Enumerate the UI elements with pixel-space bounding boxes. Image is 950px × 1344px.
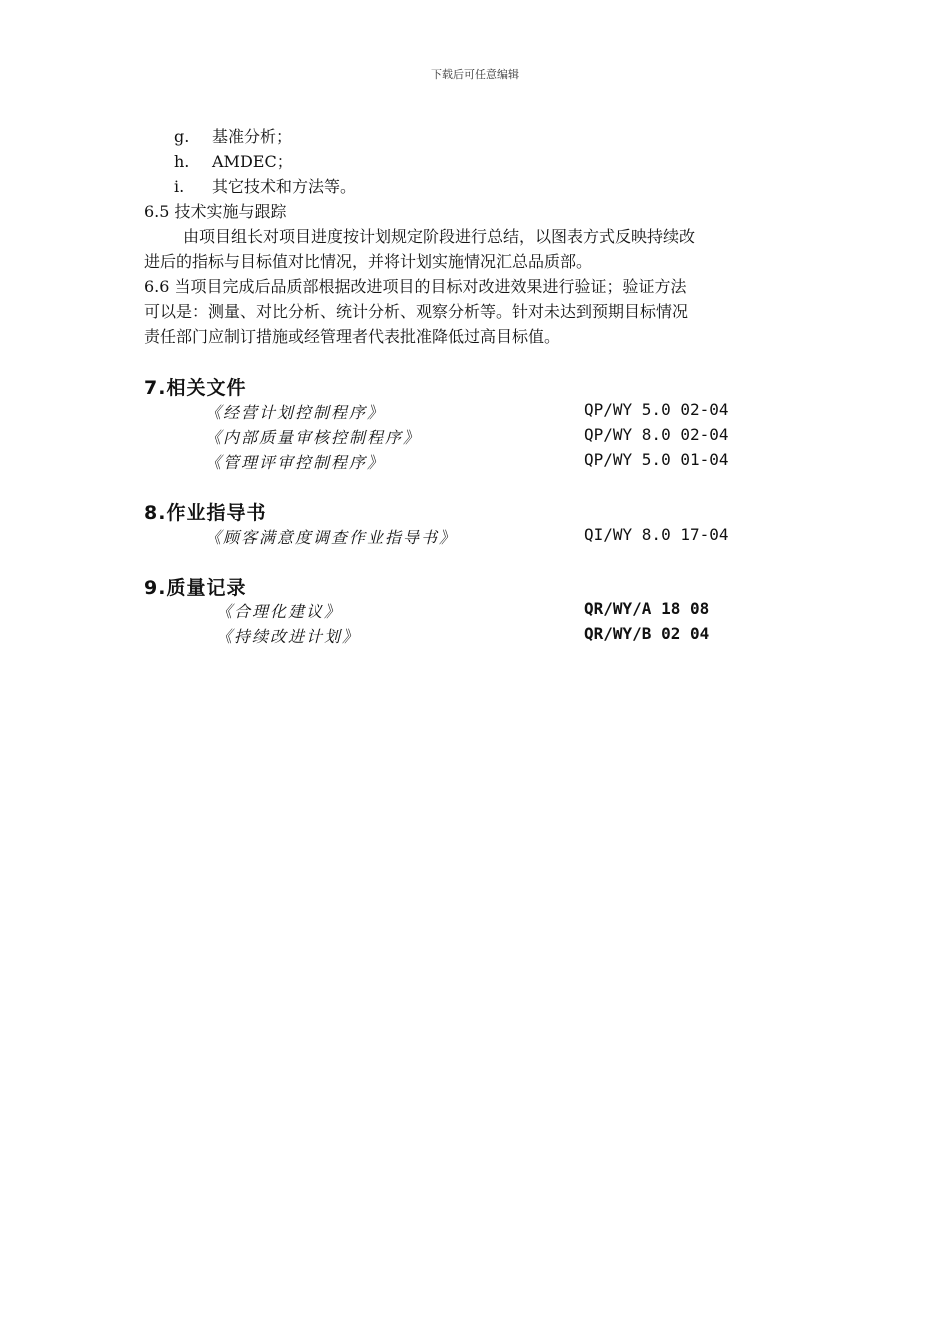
list-item [174,126,292,148]
reference-code: QR/WY/A 18 08 [584,599,710,618]
reference-title: 《经营计划控制程序》 [205,403,386,422]
reference-code: QI/WY 8.0 17-04 [584,525,729,544]
reference-code: QP/WY 8.0 02-04 [584,425,729,444]
reference-code: QP/WY 5.0 02-04 [584,400,729,419]
list-item [174,176,356,198]
header-note: 下载后可任意编辑 [431,68,519,81]
section-7-heading: 7.相关文件 [144,377,247,399]
reference-code: QP/WY 5.0 01-04 [584,450,729,469]
list-text: 其它技术和方法等。 [212,177,357,196]
paragraph-line: 由项目组长对项目进度按计划规定阶段进行总结，以图表方式反映持续改 [183,227,696,246]
reference-title: 《顾客满意度调查作业指导书》 [205,528,458,547]
section-9-heading: 9.质量记录 [144,577,247,599]
list-text: 基准分析； [212,127,293,146]
reference-title: 《管理评审控制程序》 [205,453,386,472]
list-item [174,151,293,173]
reference-title: 《内部质量审核控制程序》 [205,428,422,447]
paragraph-line: 可以是：测量、对比分析、统计分析、观察分析等。针对未达到预期目标情况 [144,302,689,321]
list-text: AMDEC； [212,152,293,171]
reference-title: 《持续改进计划》 [216,627,361,646]
section-6-5-title: 6.5 技术实施与跟踪 [144,202,287,221]
section-8-heading: 8.作业指导书 [144,502,267,524]
paragraph-line: 6.6 当项目完成后品质部根据改进项目的目标对改进效果进行验证；验证方法 [144,277,687,296]
list-marker: i. [174,177,185,196]
reference-title: 《合理化建议》 [216,602,343,621]
paragraph-line: 责任部门应制订措施或经管理者代表批准降低过高目标值。 [144,327,561,346]
list-marker: g. [174,127,190,146]
list-marker: h. [174,152,190,171]
paragraph-line: 进后的指标与目标值对比情况，并将计划实施情况汇总品质部。 [144,252,593,271]
reference-code: QR/WY/B 02 04 [584,624,710,643]
